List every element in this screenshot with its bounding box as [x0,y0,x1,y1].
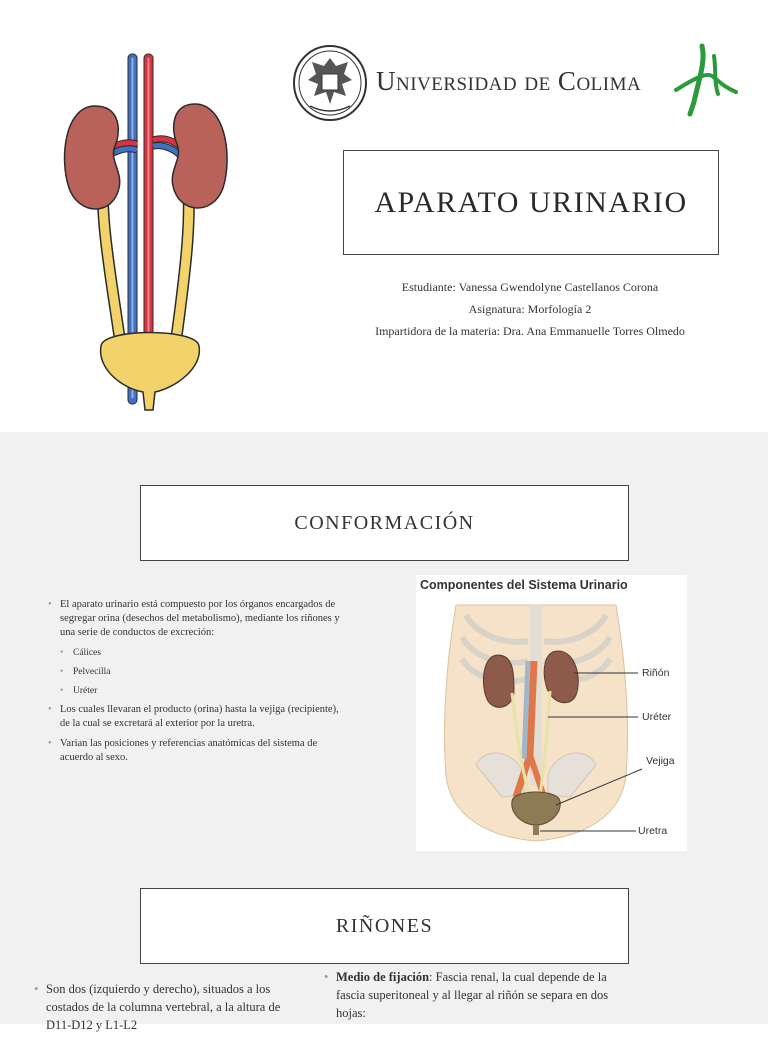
presentation-title: APARATO URINARIO [374,185,688,219]
label-rinon: Riñón [642,667,670,679]
bullet-item: • Los cuales llevaran el producto (orina) hasta la vejiga (recipiente), de la cual se excretará al exterior por la uretra. [46,703,346,731]
faculty-green-logo [672,42,740,116]
rinones-left-column [32,980,304,1040]
fixation-text: : Fascia renal, la cual depende de la fascia superitoneal y al llegar al riñón se separa en dos hojas: [336,970,609,1020]
section-title-conformacion: CONFORMACIÓN [294,511,475,534]
teacher-line: Impartidora de la materia: Dra. Ana Emmanuelle Torres Olmedo [375,324,685,338]
section-box-rinones [140,888,629,964]
bullet-item: • Son dos (izquierdo y derecho), situados a los costados de la columna vertebral, a la altura de D11-D12 y L1-L2 [32,980,304,1034]
university-name: Universidad de Colima [376,66,642,96]
sub-bullet-item: • Cálices [46,646,346,660]
title-slide [0,0,768,432]
label-vejiga: Vejiga [646,755,675,767]
student-line: Estudiante: Vanessa Gwendolyne Castellanos Corona [401,280,659,294]
bullet-item [322,968,612,1022]
university-seal-logo [292,44,368,122]
subject-line: Asignatura: Morfología 2 [468,302,592,316]
section-title-rinones: RIÑONES [335,914,434,937]
fixation-label: Medio de fijación [336,970,430,984]
conformacion-bullets [46,598,346,771]
anatomy-figure [416,575,687,851]
label-uretra: Uretra [638,825,668,837]
bullet-item: • El aparato urinario está compuesto por los órganos encargados de segregar orina (desechos del metabolismo), mediante los riñones y una serie de conductos de excreción: [46,598,346,640]
bullet-item: • Varian las posiciones y referencias anatómicas del sistema de acuerdo al sexo. [46,737,346,765]
section-box-conformacion [140,485,629,561]
rinones-right-column [322,968,612,1028]
sub-bullet-item: • Pelvecilla [46,665,346,679]
anatomy-figure-title: Componentes del Sistema Urinario [420,578,628,592]
sub-bullet-item: • Uréter [46,684,346,698]
title-box [343,150,719,255]
presentation-info [330,276,730,342]
label-ureter: Uréter [642,711,672,723]
urinary-system-illustration [55,48,245,418]
